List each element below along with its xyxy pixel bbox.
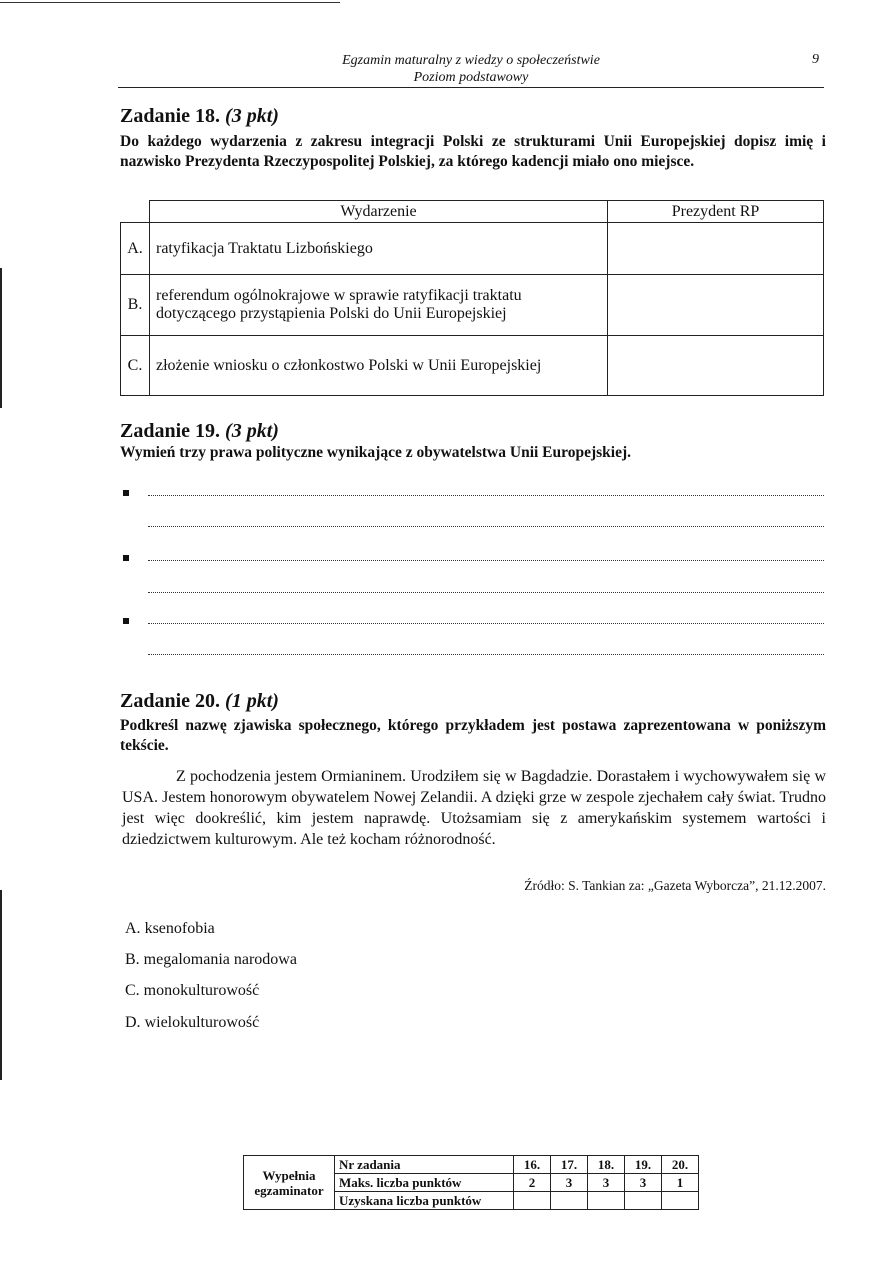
task20-title-text: Zadanie 20. (120, 690, 221, 712)
task19-instruction: Wymień trzy prawa polityczne wynikające z obywatelstwa Unii Europejskiej. (120, 444, 632, 461)
bullet-icon (123, 555, 129, 561)
header-level: Poziom podstawowy (118, 69, 824, 88)
obtained-points-cell[interactable] (514, 1192, 551, 1210)
task18-points: (3 pkt) (225, 105, 279, 127)
table-row (121, 223, 824, 275)
header-exam-title: Egzamin maturalny z wiedzy o społeczeństwie (342, 53, 600, 68)
task18-title (120, 105, 279, 128)
task20-points: (1 pkt) (225, 690, 279, 712)
max-points-cell: 3 (551, 1174, 588, 1192)
option-label: C. (125, 982, 140, 999)
page-number: 9 (812, 52, 819, 67)
max-points-cell: 3 (588, 1174, 625, 1192)
obtained-points-cell[interactable] (588, 1192, 625, 1210)
table-row (121, 275, 824, 336)
obtained-points-cell[interactable] (551, 1192, 588, 1210)
scan-margin-mark (0, 890, 2, 1080)
task19-title-text: Zadanie 19. (120, 420, 221, 442)
answer-line[interactable] (148, 623, 824, 624)
max-points-cell: 2 (514, 1174, 551, 1192)
option-label: B. (125, 951, 140, 968)
event-cell: ratyfikacja Traktatu Lizbońskiego (150, 223, 608, 275)
answer-line[interactable] (148, 560, 824, 561)
option-text: monokulturowość (143, 982, 260, 999)
answer-line[interactable] (148, 654, 824, 655)
page-header (118, 52, 824, 88)
answer-line[interactable] (148, 495, 824, 496)
answer-line[interactable] (148, 592, 824, 593)
event-cell: złożenie wniosku o członkostwo Polski w Unii Europejskiej (150, 336, 608, 396)
row-label: A. (121, 223, 150, 275)
option-text: ksenofobia (144, 920, 215, 937)
option-label: D. (125, 1014, 141, 1031)
bullet-icon (123, 618, 129, 624)
bullet-icon (123, 490, 129, 496)
column-header-president: Prezydent RP (608, 201, 824, 223)
task18-table (120, 200, 824, 396)
row-label: B. (121, 275, 150, 336)
answer-line[interactable] (148, 526, 824, 527)
answer-option-d[interactable] (125, 1014, 259, 1032)
examiner-label-line2: egzaminator (254, 1182, 324, 1198)
answer-option-c[interactable] (125, 982, 259, 1000)
event-cell: referendum ogólnokrajowe w sprawie ratyfikacji traktatu dotyczącego przystąpienia Polski do Unii Europejskiej (150, 275, 608, 336)
task-number-cell: 19. (625, 1156, 662, 1174)
task20-source-text: Z pochodzenia jestem Ormianinem. Urodziłem się w Bagdadzie. Dorastałem i wychowywałem się w USA. Jestem honorowym obywatelem Nowej Zelandii. A dzięki grze w zespole zjechałem cały świat. Trudno jest więc dookreślić, kim jestem naprawdę. Utożsamiam się z amerykańskim systemem wartości i dziedzictwem kulturowym. Ale też kocham różnorodność. (122, 768, 826, 848)
task18-instruction: Do każdego wydarzenia z zakresu integracji Polski ze strukturami Unii Europejskiej dopisz imię i nazwisko Prezydenta Rzeczypospolitej Polskiej, za którego kadencji miało ono miejsce. (120, 133, 826, 170)
examiner-score-table (243, 1155, 699, 1210)
row-label-task-number: Nr zadania (335, 1156, 514, 1174)
president-answer-cell[interactable] (608, 223, 824, 275)
max-points-cell: 3 (625, 1174, 662, 1192)
table-row (121, 336, 824, 396)
row-label: C. (121, 336, 150, 396)
row-label-max-points: Maks. liczba punktów (335, 1174, 514, 1192)
option-label: A. (125, 920, 141, 937)
option-text: megalomania narodowa (143, 951, 297, 968)
answer-option-a[interactable] (125, 920, 215, 938)
task19-points: (3 pkt) (225, 420, 279, 442)
president-answer-cell[interactable] (608, 336, 824, 396)
task-number-cell: 17. (551, 1156, 588, 1174)
scan-margin-mark (0, 268, 2, 408)
task19-title (120, 420, 279, 443)
task20-source-citation: Źródło: S. Tankian za: „Gazeta Wyborcza”, 21.12.2007. (524, 878, 826, 893)
column-header-event: Wydarzenie (150, 201, 608, 223)
option-text: wielokulturowość (144, 1014, 260, 1031)
task20-title (120, 690, 279, 713)
task-number-cell: 20. (662, 1156, 699, 1174)
answer-option-b[interactable] (125, 951, 297, 969)
task-number-cell: 16. (514, 1156, 551, 1174)
examiner-label (244, 1156, 335, 1210)
president-answer-cell[interactable] (608, 275, 824, 336)
task20-instruction: Podkreśl nazwę zjawiska społecznego, którego przykładem jest postawa zaprezentowana w poniższym tekście. (120, 717, 826, 754)
task18-title-text: Zadanie 18. (120, 105, 221, 127)
top-edge-line (0, 2, 340, 3)
task-number-cell: 18. (588, 1156, 625, 1174)
examiner-label-line1: Wypełnia (262, 1167, 316, 1183)
obtained-points-cell[interactable] (662, 1192, 699, 1210)
row-label-obtained-points: Uzyskana liczba punktów (335, 1192, 514, 1210)
table-corner (121, 201, 150, 223)
max-points-cell: 1 (662, 1174, 699, 1192)
obtained-points-cell[interactable] (625, 1192, 662, 1210)
